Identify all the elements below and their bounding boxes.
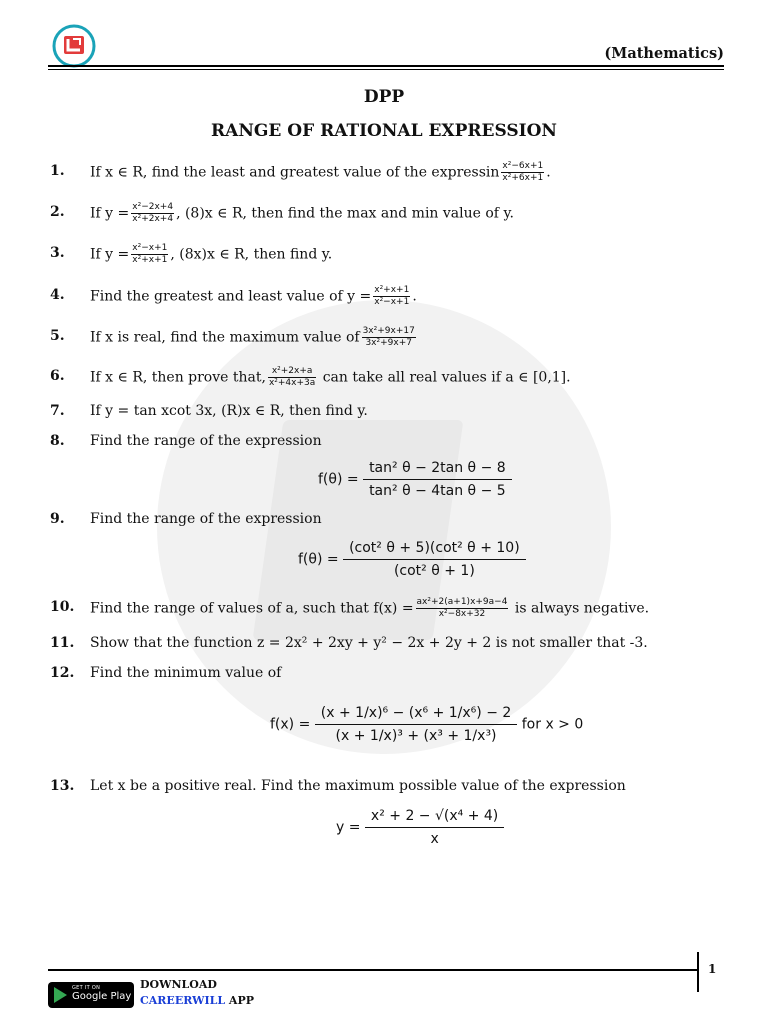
question-text: If y = tan xcot 3x, (R)x ∈ R, then find y. <box>90 403 368 419</box>
display-fraction: $\frac{\text{x² + 2 − √(x⁴ + 4)}}{x}$ <box>365 808 504 847</box>
inline-fraction: $\frac{\text{ax²+2(a+1)x+9a−4}}{\text{x²−8x+32}}$ <box>416 597 508 619</box>
header-rule <box>48 65 724 67</box>
question-number: 7. <box>50 403 65 419</box>
question-text: If x ∈ R, find the least and greatest value of the expressin $\frac{\text{x²−6x+1}}{\text{x²+6x+1}}$ . <box>90 161 551 183</box>
question-text: If x is real, find the maximum value of $\frac{\text{3x²+9x+17}}{\text{3x²+9x+7}}$ <box>90 326 415 348</box>
question-number: 5. <box>50 328 65 344</box>
inline-fraction: $\frac{\text{x²+2x+a}}{\text{x²+4x+3a}}$ <box>268 366 316 388</box>
equation-lhs: f(x) = <box>270 716 311 733</box>
inline-fraction: $\frac{\text{x²−x+1}}{\text{x²+x+1}}$ <box>132 243 168 265</box>
equation-condition: for x > 0 <box>521 716 584 733</box>
badge-big-text: Google Play <box>72 991 132 1002</box>
equation-lhs: y = <box>336 819 361 836</box>
equation-12 <box>270 705 583 744</box>
question-text: Find the range of values of a, such that f(x) = $\frac{\text{ax²+2(a+1)x+9a−4}}{\text{x²−8x+32}}$ is always negative. <box>90 597 650 619</box>
question-text: If y = $\frac{\text{x²−x+1}}{\text{x²+x+1}}$ , (8x)x ∈ R, then find y. <box>90 243 333 265</box>
google-play-badge[interactable] <box>48 982 134 1008</box>
inline-fraction: $\frac{\text{x²+x+1}}{\text{x²−x+1}}$ <box>374 285 410 307</box>
footer-page-bar <box>697 952 699 992</box>
doc-title: DPP <box>363 87 405 107</box>
equation-lhs: f(θ) = <box>318 471 359 488</box>
question-text: If x ∈ R, then prove that, $\frac{\text{x²+2x+a}}{\text{x²+4x+3a}}$ can take all real values if a ∈ [0,1]. <box>90 366 571 388</box>
inline-fraction: $\frac{\text{x²−6x+1}}{\text{x²+6x+1}}$ <box>502 161 544 183</box>
equation-8 <box>318 460 512 499</box>
question-text: Find the range of the expression <box>90 433 322 449</box>
play-store-icon <box>54 987 67 1003</box>
question-number: 8. <box>50 433 65 449</box>
subject-label: (Mathematics) <box>604 45 724 62</box>
doc-subtitle: RANGE OF RATIONAL EXPRESSION <box>211 121 557 141</box>
badge-small-text: GET IT ON <box>72 985 101 991</box>
footer-rule <box>48 969 698 971</box>
question-text: Show that the function z = 2x² + 2xy + y² − 2x + 2y + 2 is not smaller that -3. <box>90 635 648 651</box>
question-text: Find the range of the expression <box>90 511 322 527</box>
question-text: Let x be a positive real. Find the maximum possible value of the expression <box>90 778 626 794</box>
display-fraction: $\frac{\text{(cot² θ + 5)(cot² θ + 10)}}{\text{(cot² θ + 1)}}$ <box>343 540 526 579</box>
question-number: 11. <box>50 635 75 651</box>
question-number: 2. <box>50 204 65 220</box>
careerwill-logo-icon <box>52 24 96 68</box>
app-word: APP <box>228 994 254 1007</box>
question-number: 6. <box>50 368 65 384</box>
inline-fraction: $\frac{\text{x²−2x+4}}{\text{x²+2x+4}}$ <box>132 202 174 224</box>
inline-fraction: $\frac{\text{3x²+9x+17}}{\text{3x²+9x+7}}$ <box>362 326 415 348</box>
question-number: 13. <box>50 778 75 794</box>
question-number: 10. <box>50 599 75 615</box>
question-text: If y = $\frac{\text{x²−2x+4}}{\text{x²+2x+4}}$ , (8)x ∈ R, then find the max and min value of y. <box>90 202 514 224</box>
question-text: Find the greatest and least value of y = $\frac{\text{x²+x+1}}{\text{x²−x+1}}$ . <box>90 285 417 307</box>
header-rule-thin <box>48 69 724 70</box>
download-label: DOWNLOAD <box>140 978 217 991</box>
brand-name: CAREERWILL <box>140 994 226 1007</box>
display-fraction: $\frac{\text{(x + 1/x)⁶ − (x⁶ + 1/x⁶) − 2}}{\text{(x + 1/x)³ + (x³ + 1/x³)}}$ <box>315 705 518 744</box>
equation-9 <box>298 540 526 579</box>
equation-13 <box>336 808 504 847</box>
display-fraction: $\frac{\text{tan² θ − 2tan θ − 8}}{\text{tan² θ − 4tan θ − 5}}$ <box>363 460 512 499</box>
question-number: 1. <box>50 163 65 179</box>
question-text: Find the minimum value of <box>90 665 282 681</box>
app-label <box>140 994 254 1007</box>
equation-lhs: f(θ) = <box>298 551 339 568</box>
question-number: 4. <box>50 287 65 303</box>
question-number: 3. <box>50 245 65 261</box>
page-number: 1 <box>708 962 717 976</box>
question-number: 9. <box>50 511 65 527</box>
question-number: 12. <box>50 665 75 681</box>
